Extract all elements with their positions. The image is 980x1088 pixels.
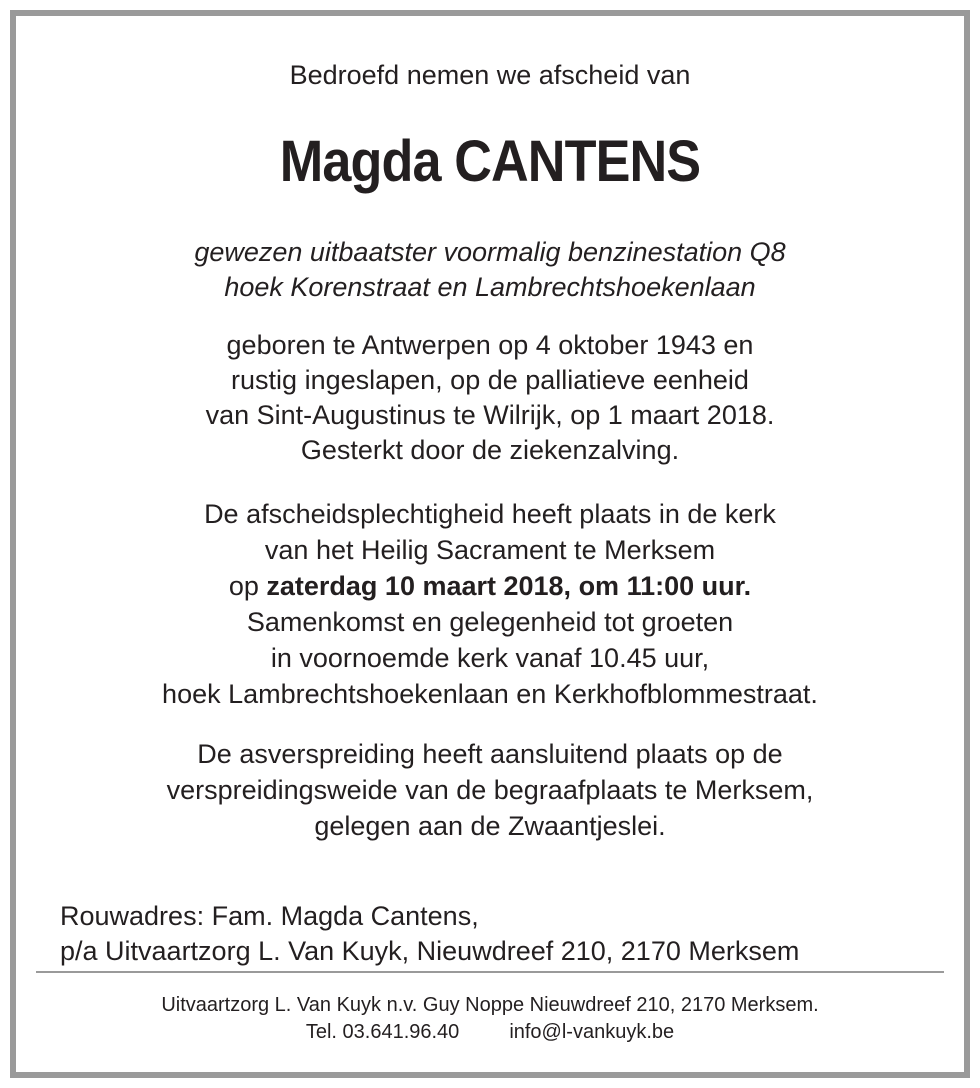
- email-address: info@l-vankuyk.be: [509, 1021, 675, 1043]
- occupation-block: [16, 235, 964, 305]
- address-line: p/a Uitvaartzorg L. Van Kuyk, Nieuwdreef 210, 2170 Merksem: [60, 936, 800, 966]
- ceremony-date-line: [16, 568, 964, 604]
- mourning-address: [60, 899, 799, 969]
- deceased-name: Magda CANTENS: [279, 129, 701, 194]
- birth-line: rustig ingeslapen, op de palliatieve eenheid: [231, 365, 749, 395]
- birth-line: Gesterkt door de ziekenzalving.: [300, 435, 680, 465]
- birth-death-block: [16, 328, 964, 468]
- ceremony-line: hoek Lambrechtshoekenlaan en Kerkhofblommestraat.: [162, 679, 818, 709]
- address-line: Rouwadres: Fam. Magda Cantens,: [60, 901, 479, 931]
- ceremony-block: [16, 496, 964, 712]
- phone-number: Tel. 03.641.96.40: [305, 1021, 460, 1043]
- ceremony-line: Samenkomst en gelegenheid tot groeten: [246, 607, 734, 637]
- ceremony-date-prefix: op: [228, 571, 267, 601]
- funeral-home-line: Uitvaartzorg L. Van Kuyk n.v. Guy Noppe Nieuwdreef 210, 2170 Merksem.: [161, 994, 819, 1016]
- ceremony-line: De afscheidsplechtigheid heeft plaats in de kerk: [204, 499, 776, 529]
- birth-line: van Sint-Augustinus te Wilrijk, op 1 maart 2018.: [205, 400, 775, 430]
- scatter-line: De asverspreiding heeft aansluitend plaats op de: [197, 739, 783, 769]
- birth-line: geboren te Antwerpen op 4 oktober 1943 en: [226, 330, 754, 360]
- ceremony-date: zaterdag 10 maart 2018, om 11:00 uur.: [266, 571, 752, 601]
- scatter-line: gelegen aan de Zwaantjeslei.: [314, 811, 666, 841]
- intro-text: Bedroefd nemen we afscheid van: [289, 60, 691, 90]
- occupation-line: gewezen uitbaatster voormalig benzinestation Q8: [194, 237, 786, 267]
- footer-divider: [36, 971, 944, 973]
- ash-scattering-block: [16, 736, 964, 844]
- contact-line: [16, 1019, 964, 1046]
- obituary-frame: [10, 10, 970, 1078]
- ceremony-line: in voornoemde kerk vanaf 10.45 uur,: [270, 643, 710, 673]
- ceremony-line: van het Heilig Sacrament te Merksem: [264, 535, 716, 565]
- scatter-line: verspreidingsweide van de begraafplaats te Merksem,: [166, 775, 814, 805]
- funeral-home-footer: [16, 992, 964, 1046]
- occupation-line: hoek Korenstraat en Lambrechtshoekenlaan: [224, 272, 756, 302]
